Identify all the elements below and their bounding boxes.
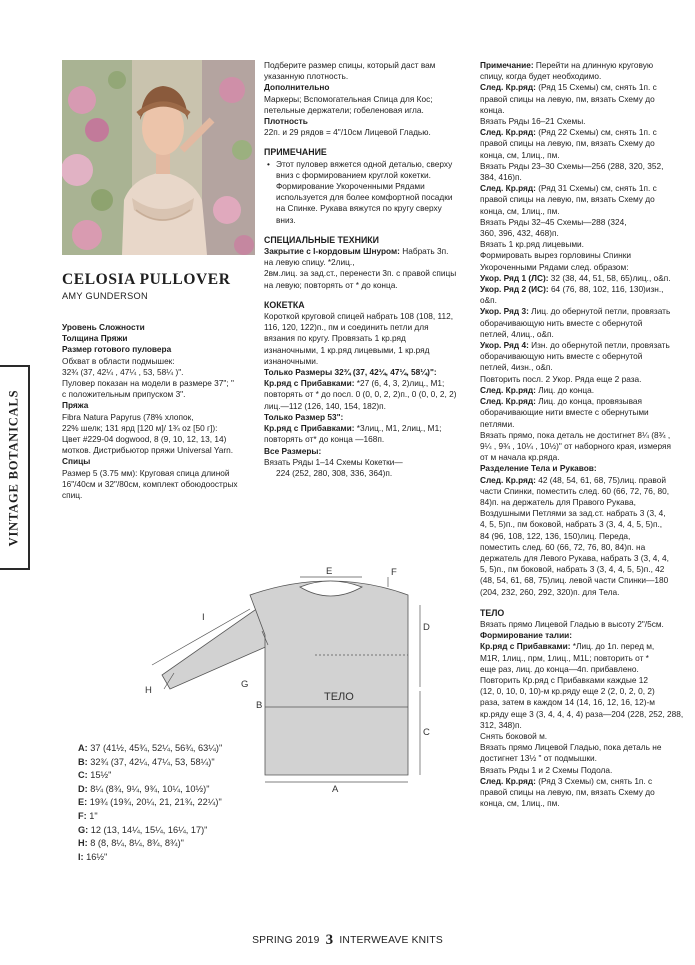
text-line: Кр.ряд с Прибавками: *3лиц., M1, 2лиц., M1; [264,423,442,434]
text-line: 32¾ (37, 42¼ , 47¼ , 53, 58¼ )". [62,366,184,377]
measurement-row: H: 8 (8, 8¼, 8¼, 8¾, 8¾)" [78,838,184,849]
text-line: петлей, 4изн., о&п. [480,362,553,373]
text-line: Повторить Кр.ряд с Прибавками каждые 12 [480,674,648,685]
text-line: Fibra Natura Papyrus (78% хлопок, [62,411,194,422]
text-line: спицу, когда будет необходимо. [480,71,602,82]
notions-heading: Дополнительно [264,82,330,93]
text-line: оборачивающую нить вместе с обернутой [480,351,643,362]
text-line: Кр.ряд с Прибавками: *27 (6, 4, 3, 2)лиц., M1; [264,378,445,389]
text-line: от м начала кр.ряда. [480,452,560,463]
text-line: повторять от* до конца —168п. [264,434,385,445]
text-line: достигнет 13½ " от подмышки. [480,753,597,764]
text-line: лиц.—112 (126, 140, 154, 182)п. [264,400,386,411]
measurement-row: G: 12 (13, 14¼, 15¼, 16¼, 17)" [78,824,208,835]
size53-heading: Только Размер 53": [264,411,344,422]
measurement-row: D: 8¼ (8¾, 9¼, 9¾, 10¼, 10½)" [78,783,210,794]
text-line: Укороченными Рядами след. образом: [480,261,629,272]
text-line: Обхват в области подмышек: [62,355,175,366]
dim-label: E [326,566,333,577]
text-line: изнаночными. [264,355,319,366]
text-line: След. Кр.ряд: 42 (48, 54, 61, 68, 75)лиц. правой [480,474,666,485]
text-line: оборачивающие нити вместе с обернутыми [480,407,649,418]
text-line: След. Кр.ряд: Лиц. до конца. [480,384,595,395]
column-2 [264,60,472,479]
text-line: раза, затем в каждом 14 (14, 16, 12, 16, 12)-м [480,697,655,708]
text-line: Снять боковой м. [480,730,548,741]
needles-heading: Спицы [62,456,91,467]
dim-label: A [332,784,339,795]
sizes-heading: Только Размеры 32¾ (37, 42¼, 47¼, 58¼)": [264,367,437,378]
division-heading: Разделение Тела и Рукавов: [480,463,597,474]
text-line: Примечание: Перейти на длинную круговую [480,60,654,70]
text-line: вязания по кругу. Провязать 1 кр.ряд [264,333,406,344]
text-line: След. Кр.ряд: (Ряд 3 Схемы) см, снять 1п. с [480,775,653,786]
text-line: (12, 0, 10, 0, 10)-м кр.ряду еще 2 (2, 0, 2, 0, 2) [480,686,655,697]
text-line: След. Кр.ряд: (Ряд 22 Схемы) см, снять 1п. с [480,127,657,138]
column-3 [480,60,685,809]
text-line: указанную плотность. [264,71,349,82]
text-line: держатель для Левого Рукава, набрать 3 (3, 4, 4, [480,552,669,563]
dim-label: C [423,727,430,738]
note-item: • Этот пуловер вяжется одной деталью, сверху вниз с формированием круглой кокетки. Формирование Укороченными Рядами используется для более комфортной посадки на Спинке. Рукава вяжутся по кругу сверху вниз. [264,159,472,226]
text-line: Маркеры; Вспомогательная Спица для Кос; [264,93,433,104]
measurement-row: C: 15½" [78,770,112,781]
text-line: 360, 396, 432, 468)п. [480,228,559,239]
yarn-heading: Пряжа [62,400,89,411]
text-line: Вязать прямо, пока деталь не достигнет 8¼ (8¾ , [480,429,671,440]
text-line: правой спицы на левую, пм, вязать Схему до [480,194,655,205]
text-line: на левую; повторять от * до конца. [264,279,398,290]
text-line: петельные держатели; гобеленовая игла. [264,104,424,115]
footer-season: SPRING 2019 [252,935,320,946]
note-heading: ПРИМЕЧАНИЕ [264,147,327,158]
text-line: Закрытие с I-кордовым Шнуром: Набрать 3п. [264,246,449,257]
text-line: 224 (252, 280, 308, 336, 364)п. [276,467,393,478]
text-line: Вязать Ряды 1 и 2 Схемы Подола. [480,764,613,775]
text-line: Формировать вырез горловины Спинки [480,250,632,261]
text-line: 5, 5)п., пм боковой, набрать 3 (3, 4, 4, 5, 5)п., 42 [480,564,665,575]
text-line: Вязать Ряды 16–21 Схемы. [480,116,586,127]
size-heading: Размер готового пуловера [62,344,172,355]
text-line: Пуловер показан на модели в размере 37"; " [62,378,234,389]
text-line: Воздушными Петлями за зад.ст. набрать 3 (3, 4, [480,508,666,519]
text-line: спиц. [62,490,83,501]
text-line: кр.ряду еще 3 (3, 4, 4, 4, 4) раза—204 (228, 252, 288, [480,708,684,719]
measurement-row: B: 32¾ (37, 42¼, 47¼, 53, 58¼)" [78,756,215,767]
text-line: (204, 232, 260, 292, 320)п. для Тела. [480,586,620,597]
text-line: 16"/40см и 32"/80см, комплект обоюдоострых [62,478,238,489]
text-line: на левую спицу. *2лиц., [264,257,355,268]
dim-label: H [145,685,152,696]
gauge-heading: Плотность [264,116,308,127]
text-line: Вязать Ряды 32–45 Схемы—288 (324, [480,216,627,227]
text-line: M1R, 1лиц., прм, 1лиц., M1L; повторить от * [480,652,649,663]
text-line: с положительным припуском 3". [62,389,186,400]
text-line: конца, см, 1лиц., пм. [480,205,560,216]
text-line: Кр.ряд с Прибавками: *Лиц. до 1п. перед м, [480,641,655,652]
text-line: Укор. Ряд 2 (ИС): 64 (76, 88, 102, 116, 130)изн., [480,284,664,295]
dim-label: G [241,679,249,690]
text-line: конца, см, 1лиц., пм. [480,149,560,160]
dim-label: B [256,700,263,711]
text-line: Подберите размер спицы, который даст вам [264,60,436,70]
measurement-row: I: 16½" [78,851,108,862]
text-line: Размер 5 (3.75 мм): Круговая спица длиной [62,467,230,478]
measurements-list [78,742,222,864]
text-line: Короткой круговой спицей набрать 108 (108, 112, [264,311,454,322]
measurement-row: F: 1" [78,810,98,821]
measurement-row: A: 37 (41½, 45¾, 52¼, 56¾, 63¼)" [78,743,223,753]
text-line: изнаночными, 1 кр.ряд лицевыми, 1 кр.ряд [264,344,430,355]
section-tab-label: VINTAGE BOTANICALS [6,389,21,546]
text-line: петлей, 4лиц., о&п. [480,328,554,339]
text-line: мотков. Дистрибьютор пряжи Universal Yarn. [62,445,234,456]
dim-label: I [202,612,205,623]
text-line: Цвет #229-04 dogwood, 8 (9, 10, 12, 13, 14) [62,434,227,445]
text-line: 384, 416)п. [480,172,522,183]
text-line: правой спицы на левую, пм, вязать Схему до [480,93,655,104]
body-heading: ТЕЛО [480,607,505,618]
schematic-body-label: ТЕЛО [324,691,354,703]
text-line: Вязать Ряды 1–14 Схемы Кокетки— [264,456,403,467]
text-line: 22п. и 29 рядов = 4"/10см Лицевой Гладью. [264,127,431,138]
footer-magazine: INTERWEAVE KNITS [339,935,443,946]
page-footer [0,932,695,949]
weight-heading: Толщина Пряжи [62,333,128,344]
text-line: конца. [480,104,505,115]
text-line: 84 (96, 108, 122, 136, 150)лиц. Переда, [480,530,631,541]
text-line: Вязать Ряды 23–30 Схемы—256 (288, 320, 352, [480,160,664,171]
text-line: еще раз, лиц. до конца—4п. прибавлено. [480,663,639,674]
note-list [264,159,472,226]
dim-label: D [423,622,430,633]
text-line: повторять от * до посл. 0 (0, 0, 2, 2)п., 0 (0, 0, 2, 2) [264,389,457,400]
text-line: Вязать 1 кр.ряд лицевыми. [480,239,584,250]
text-line: След. Кр.ряд: (Ряд 31 Схемы) см, снять 1п. с [480,183,657,194]
text-line: След. Кр.ряд: Лиц. до конца, провязывая [480,396,643,407]
text-line: правой спицы на левую, пм, вязать Схему до [480,787,655,797]
text-line: 4, 5, 5)п., пм боковой, набрать 3 (3, 4, 4, 5, 5)п., [480,519,663,530]
text-line: 9¼ , 9¾ , 10¼ , 10½)" от наборного края, измеряя [480,440,672,451]
model-photo [62,60,255,255]
text-line: петлями. [480,418,515,429]
designer-name: AMY GUNDERSON [62,291,148,301]
measurement-row: E: 19¾ (19¾, 20¼, 21, 21¾, 22¼)" [78,797,222,808]
text-line: Вязать прямо Лицевой Гладью в высоту 2"/5см. [480,618,664,629]
text-line: Укор. Ряд 4: Изн. до обернутой петли, провязать [480,340,670,351]
section-tab [0,365,30,570]
text-line: 312, 348)п. [480,719,522,730]
level-heading: Уровень Сложности [62,322,145,332]
text-line: 2вм.лиц. за зад.ст., перенести 3п. с правой спицы [264,268,457,279]
text-line: 22% шелк; 131 ярд [120 м]/ 1¾ oz [50 г]): [62,422,218,433]
text-line: 84)п. на держатель для Правого Рукава, [480,496,636,507]
dim-label: F [391,567,397,578]
text-line: Укор. Ряд 3: Лиц. до обернутой петли, провязать [480,306,671,317]
text-line: (48, 54, 61, 68, 75)лиц. левой части Спинки—180 [480,575,669,586]
text-line: Вязать прямо Лицевой Гладью, пока деталь не [480,742,662,753]
pattern-title: CELOSIA PULLOVER [62,271,231,288]
all-sizes-heading: Все Размеры: [264,445,322,456]
text-line: поместить след. 60 (66, 72, 76, 80, 84)п. на [480,541,646,552]
text-line: о&п. [480,295,497,306]
text-line: След. Кр.ряд: (Ряд 15 Схемы) см, снять 1п. с [480,82,657,93]
page-number: 3 [325,932,334,948]
text-line: Укор. Ряд 1 (ЛС): 32 (38, 44, 51, 58, 65)лиц., о&п. [480,272,671,283]
techniques-heading: СПЕЦИАЛЬНЫЕ ТЕХНИКИ [264,234,379,245]
text-line: конца, см, 1лиц., пм. [480,798,560,809]
text-line: оборачивающую нить вместе с обернутой [480,317,643,328]
text-line: правой спицы на левую, пм, вязать Схему до [480,138,655,149]
waist-heading: Формирование талии: [480,630,573,641]
yoke-heading: КОКЕТКА [264,299,305,310]
column-1 [62,322,254,501]
text-line: 116, 120, 122)п., пм и соединить петли для [264,322,429,333]
text-line: Повторить посл. 2 Укор. Ряда еще 2 раза. [480,373,642,384]
text-line: части Спинки, поместить след. 60 (66, 72, 76, 80, [480,485,670,496]
